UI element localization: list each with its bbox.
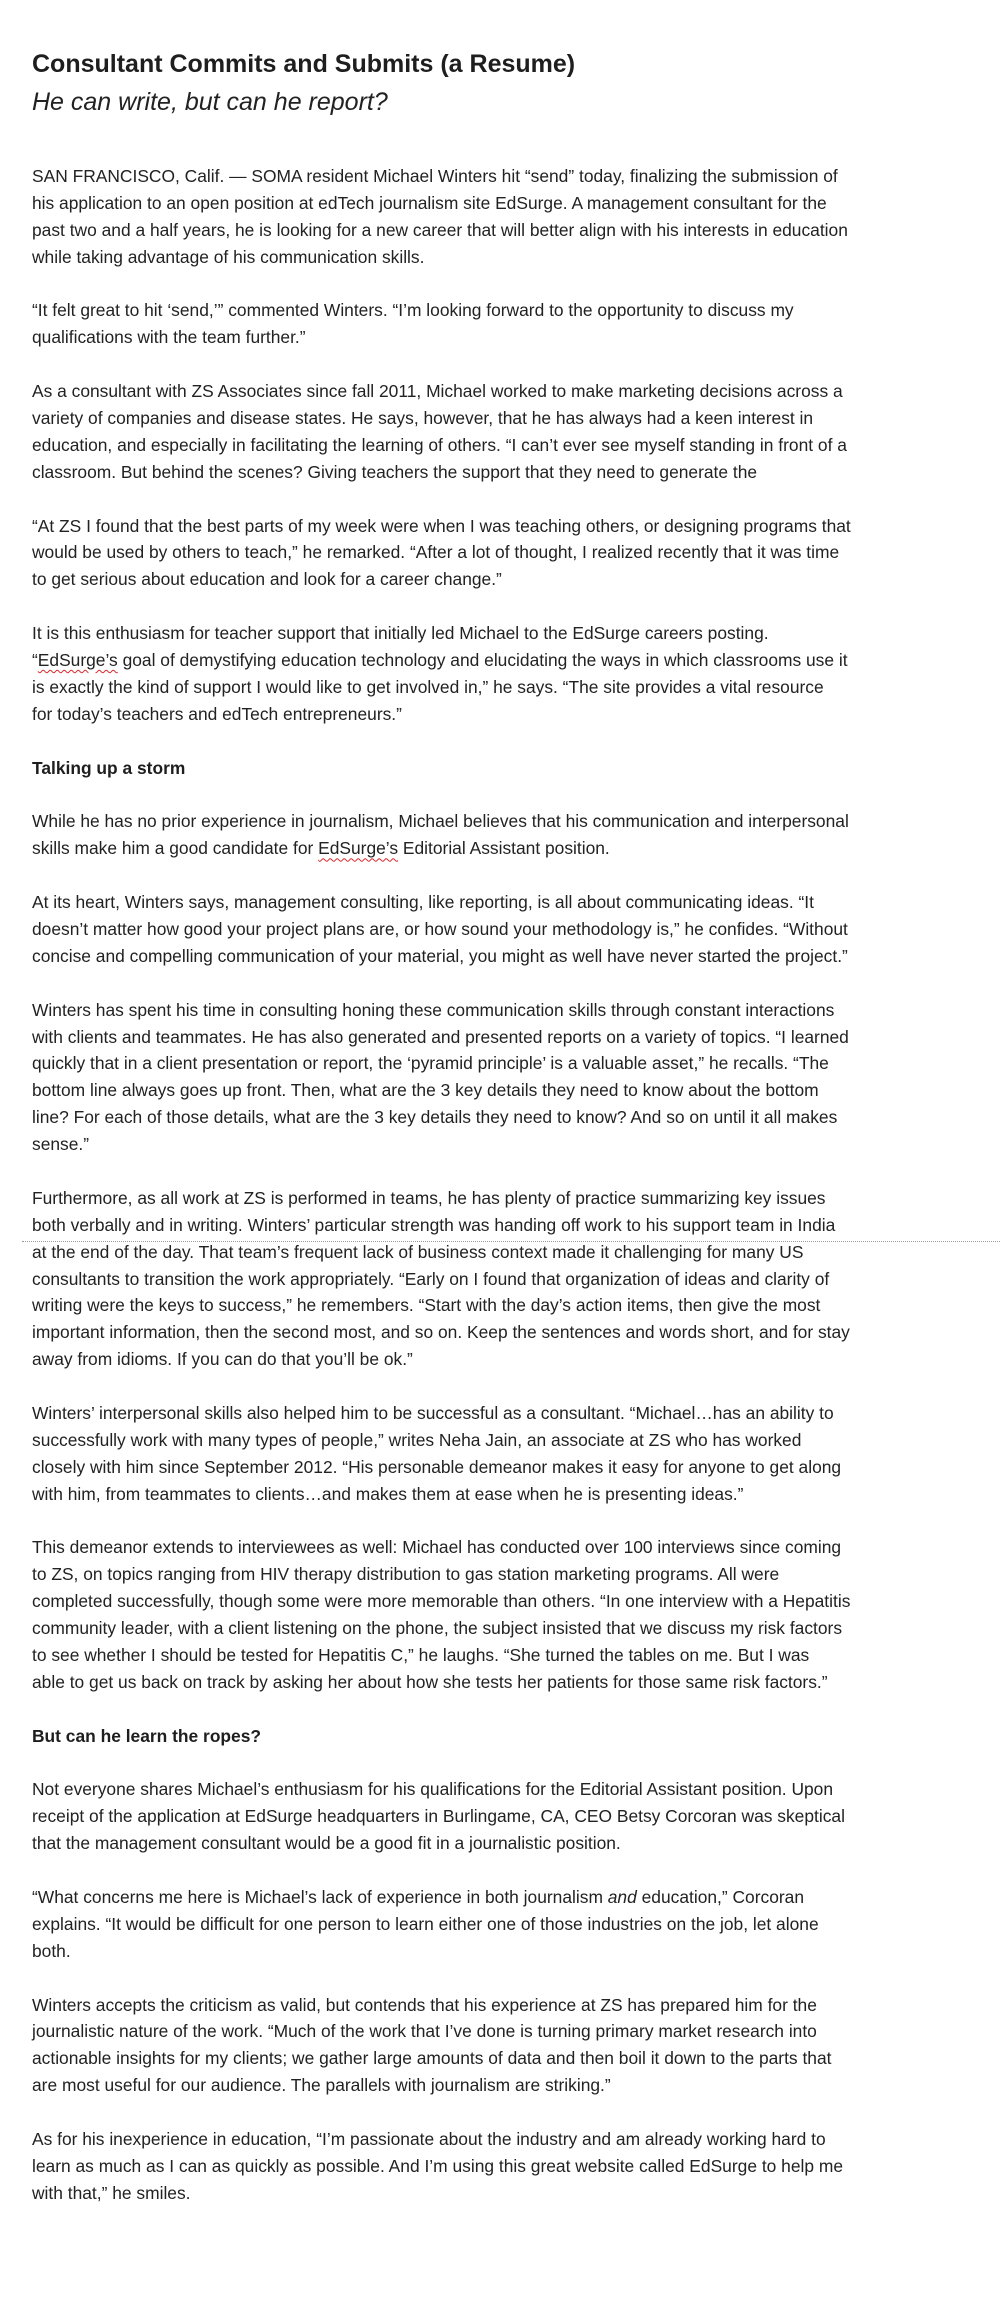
text-line: doesn’t matter how good your project plans are, or how sound your methodology is,” he confides. “Without <box>32 918 848 939</box>
paragraph <box>32 1992 982 2100</box>
text-line: to get serious about education and look for a career change.” <box>32 569 502 590</box>
text-line: bottom line always goes up front. Then, what are the 3 key details they need to know about the bottom <box>32 1080 819 1101</box>
section-heading: But can he learn the ropes? <box>32 1725 262 1746</box>
paragraph <box>32 1534 982 1695</box>
text-line: community leader, with a client listening on the phone, the subject insisted that we discuss my risk factors <box>32 1618 843 1639</box>
paragraph <box>32 1185 982 1373</box>
text-run: “ <box>32 650 38 671</box>
paragraph <box>32 1776 982 1857</box>
article-subtitle: He can write, but can he report? <box>32 88 388 116</box>
text-line: concise and compelling communication of your material, you might as well have never started the project.” <box>32 945 848 966</box>
text-run: goal of demystifying education technology and elucidating the ways in which classrooms use it <box>117 650 848 671</box>
text-line: classroom. But behind the scenes? Giving teachers the support that they need to generate the <box>32 461 758 482</box>
misspelled-word: EdSurge’s <box>318 838 399 859</box>
paragraph <box>32 889 982 970</box>
text-line: writing were the keys to success,” he remembers. “Start with the day’s action items, then give the most <box>32 1295 821 1316</box>
text-line: completed successfully, though some were more memorable than others. “In one interview with a Hepatitis <box>32 1591 851 1612</box>
text-line: away from idioms. If you can do that you’ll be ok.” <box>32 1349 413 1370</box>
text-line: Not everyone shares Michael’s enthusiasm for his qualifications for the Editorial Assistant position. Upon <box>32 1779 834 1800</box>
text-line <box>32 647 982 674</box>
text-line: would be used by others to teach,” he remarked. “After a lot of thought, I realized recently that it was time <box>32 542 840 563</box>
text-line: SAN FRANCISCO, Calif. — SOMA resident Michael Winters hit “send” today, finalizing the submission of <box>32 166 838 186</box>
text-line: with that,” he smiles. <box>32 2182 191 2203</box>
text-line: with clients and teammates. He has also generated and presented reports on a variety of topics. “I learned <box>32 1026 849 1047</box>
paragraph <box>32 163 982 271</box>
text-line: both. <box>32 1940 71 1961</box>
text-line: receipt of the application at EdSurge headquarters in Burlingame, CA, CEO Betsy Corcoran was skeptical <box>32 1806 845 1827</box>
text-line: actionable insights for my clients; we gather large amounts of data and then boil it down to the parts that <box>32 2048 832 2069</box>
text-line: with him, from teammates to clients…and makes them at ease when he is presenting ideas.” <box>32 1483 744 1504</box>
text-line: past two and a half years, he is looking for a new career that will better align with his interests in education <box>32 219 848 240</box>
text-line: to see whether I should be tested for Hepatitis C,” he laughs. “She turned the tables on me. But I was <box>32 1645 810 1665</box>
text-line: Winters’ interpersonal skills also helped him to be successful as a consultant. “Michael…has an ability to <box>32 1402 834 1423</box>
text-line: are most useful for our audience. The parallels with journalism are striking.” <box>32 2075 611 2096</box>
text-line: learn as much as I can as quickly as possible. And I’m using this great website called EdSurge to help me <box>32 2155 844 2176</box>
page-break-divider <box>22 1241 1000 1242</box>
text-line <box>32 835 982 862</box>
paragraph <box>32 997 982 1158</box>
text-line: his application to an open position at edTech journalism site EdSurge. A management consultant for the <box>32 192 827 213</box>
text-line: successfully work with many types of people,” writes Neha Jain, an associate at ZS who has worked <box>32 1429 802 1450</box>
text-line: important information, then the second most, and so on. Keep the sentences and words short, and for stay <box>32 1322 850 1343</box>
text-line: While he has no prior experience in journalism, Michael believes that his communication and interpersonal <box>32 811 849 832</box>
article-title: Consultant Commits and Submits (a Resume) <box>32 50 576 78</box>
text-line: is exactly the kind of support I would like to get involved in,” he says. “The site provides a vital resource <box>32 676 824 697</box>
paragraph <box>32 513 982 594</box>
text-line: for today’s teachers and edTech entrepreneurs.” <box>32 703 402 724</box>
text-line: “At ZS I found that the best parts of my week were when I was teaching others, or designing programs that <box>32 515 851 536</box>
paragraph <box>32 2126 982 2207</box>
text-line: qualifications with the team further.” <box>32 327 306 348</box>
text-line: At its heart, Winters says, management consulting, like reporting, is all about communicating ideas. “It <box>32 892 814 913</box>
text-line: It is this enthusiasm for teacher support that initially led Michael to the EdSurge careers posting. <box>32 623 769 644</box>
text-line: Winters accepts the criticism as valid, but contends that his experience at ZS has prepared him for the <box>32 1994 817 2015</box>
paragraph <box>32 620 982 728</box>
text-run: Editorial Assistant position. <box>398 838 610 859</box>
misspelled-word: EdSurge’s <box>37 650 118 671</box>
section-heading: Talking up a storm <box>32 757 186 778</box>
paragraph <box>32 1884 982 1965</box>
text-line: explains. “It would be difficult for one person to learn either one of those industries on the job, let alone <box>32 1913 819 1934</box>
text-line: consultants to transition the work appropriately. “Early on I found that organization of ideas and clarity of <box>32 1268 830 1289</box>
text-line: while taking advantage of his communication skills. <box>32 246 425 267</box>
text-line: both verbally and in writing. Winters’ particular strength was handing off work to his support team in India <box>32 1214 836 1235</box>
text-line: that the management consultant would be a good fit in a journalistic position. <box>32 1833 621 1854</box>
emphasized-word: and <box>607 1887 637 1908</box>
text-line: sense.” <box>32 1134 90 1155</box>
text-line: at the end of the day. That team’s frequent lack of business context made it challenging for many US <box>32 1241 804 1262</box>
text-run: education,” Corcoran <box>636 1887 805 1908</box>
text-line <box>32 1884 982 1911</box>
text-line: This demeanor extends to interviewees as well: Michael has conducted over 100 interviews since coming <box>32 1537 842 1558</box>
text-line: education, and especially in facilitating the learning of others. “I can’t ever see myself standing in front of a <box>32 434 847 455</box>
paragraph <box>32 808 982 862</box>
text-line: Furthermore, as all work at ZS is performed in teams, he has plenty of practice summarizing key issues <box>32 1187 826 1208</box>
text-line: quickly that in a client presentation or report, the ‘pyramid principle’ is a valuable asset,” he recalls. “The <box>32 1053 829 1074</box>
text-line: Winters has spent his time in consulting honing these communication skills through constant interactions <box>32 999 835 1020</box>
text-line: line? For each of those details, what are the 3 key details they need to know? And so on until it all makes <box>32 1107 838 1128</box>
text-line: journalistic nature of the work. “Much of the work that I’ve done is turning primary market research into <box>32 2021 817 2042</box>
text-line: variety of companies and disease states. He says, however, that he has always had a keen interest in <box>32 408 814 429</box>
text-line: to ZS, on topics ranging from HIV therapy distribution to gas station marketing programs. All were <box>32 1564 780 1585</box>
text-line: able to get us back on track by asking her about how she tests her patients for those same risk factors.” <box>32 1671 828 1692</box>
paragraph <box>32 378 982 486</box>
text-line: “It felt great to hit ‘send,’” commented Winters. “I’m looking forward to the opportunity to discuss my <box>32 300 794 321</box>
paragraph <box>32 1400 982 1508</box>
text-line: closely with him since September 2012. “His personable demeanor makes it easy for anyone to get along <box>32 1456 842 1477</box>
text-line: As for his inexperience in education, “I’m passionate about the industry and am already working hard to <box>32 2129 826 2150</box>
text-run: skills make him a good candidate for <box>32 838 319 859</box>
paragraph <box>32 297 982 351</box>
text-line: As a consultant with ZS Associates since fall 2011, Michael worked to make marketing decisions across a <box>32 381 843 402</box>
text-run: “What concerns me here is Michael’s lack of experience in both journalism <box>32 1887 608 1908</box>
article-body <box>32 163 982 2207</box>
